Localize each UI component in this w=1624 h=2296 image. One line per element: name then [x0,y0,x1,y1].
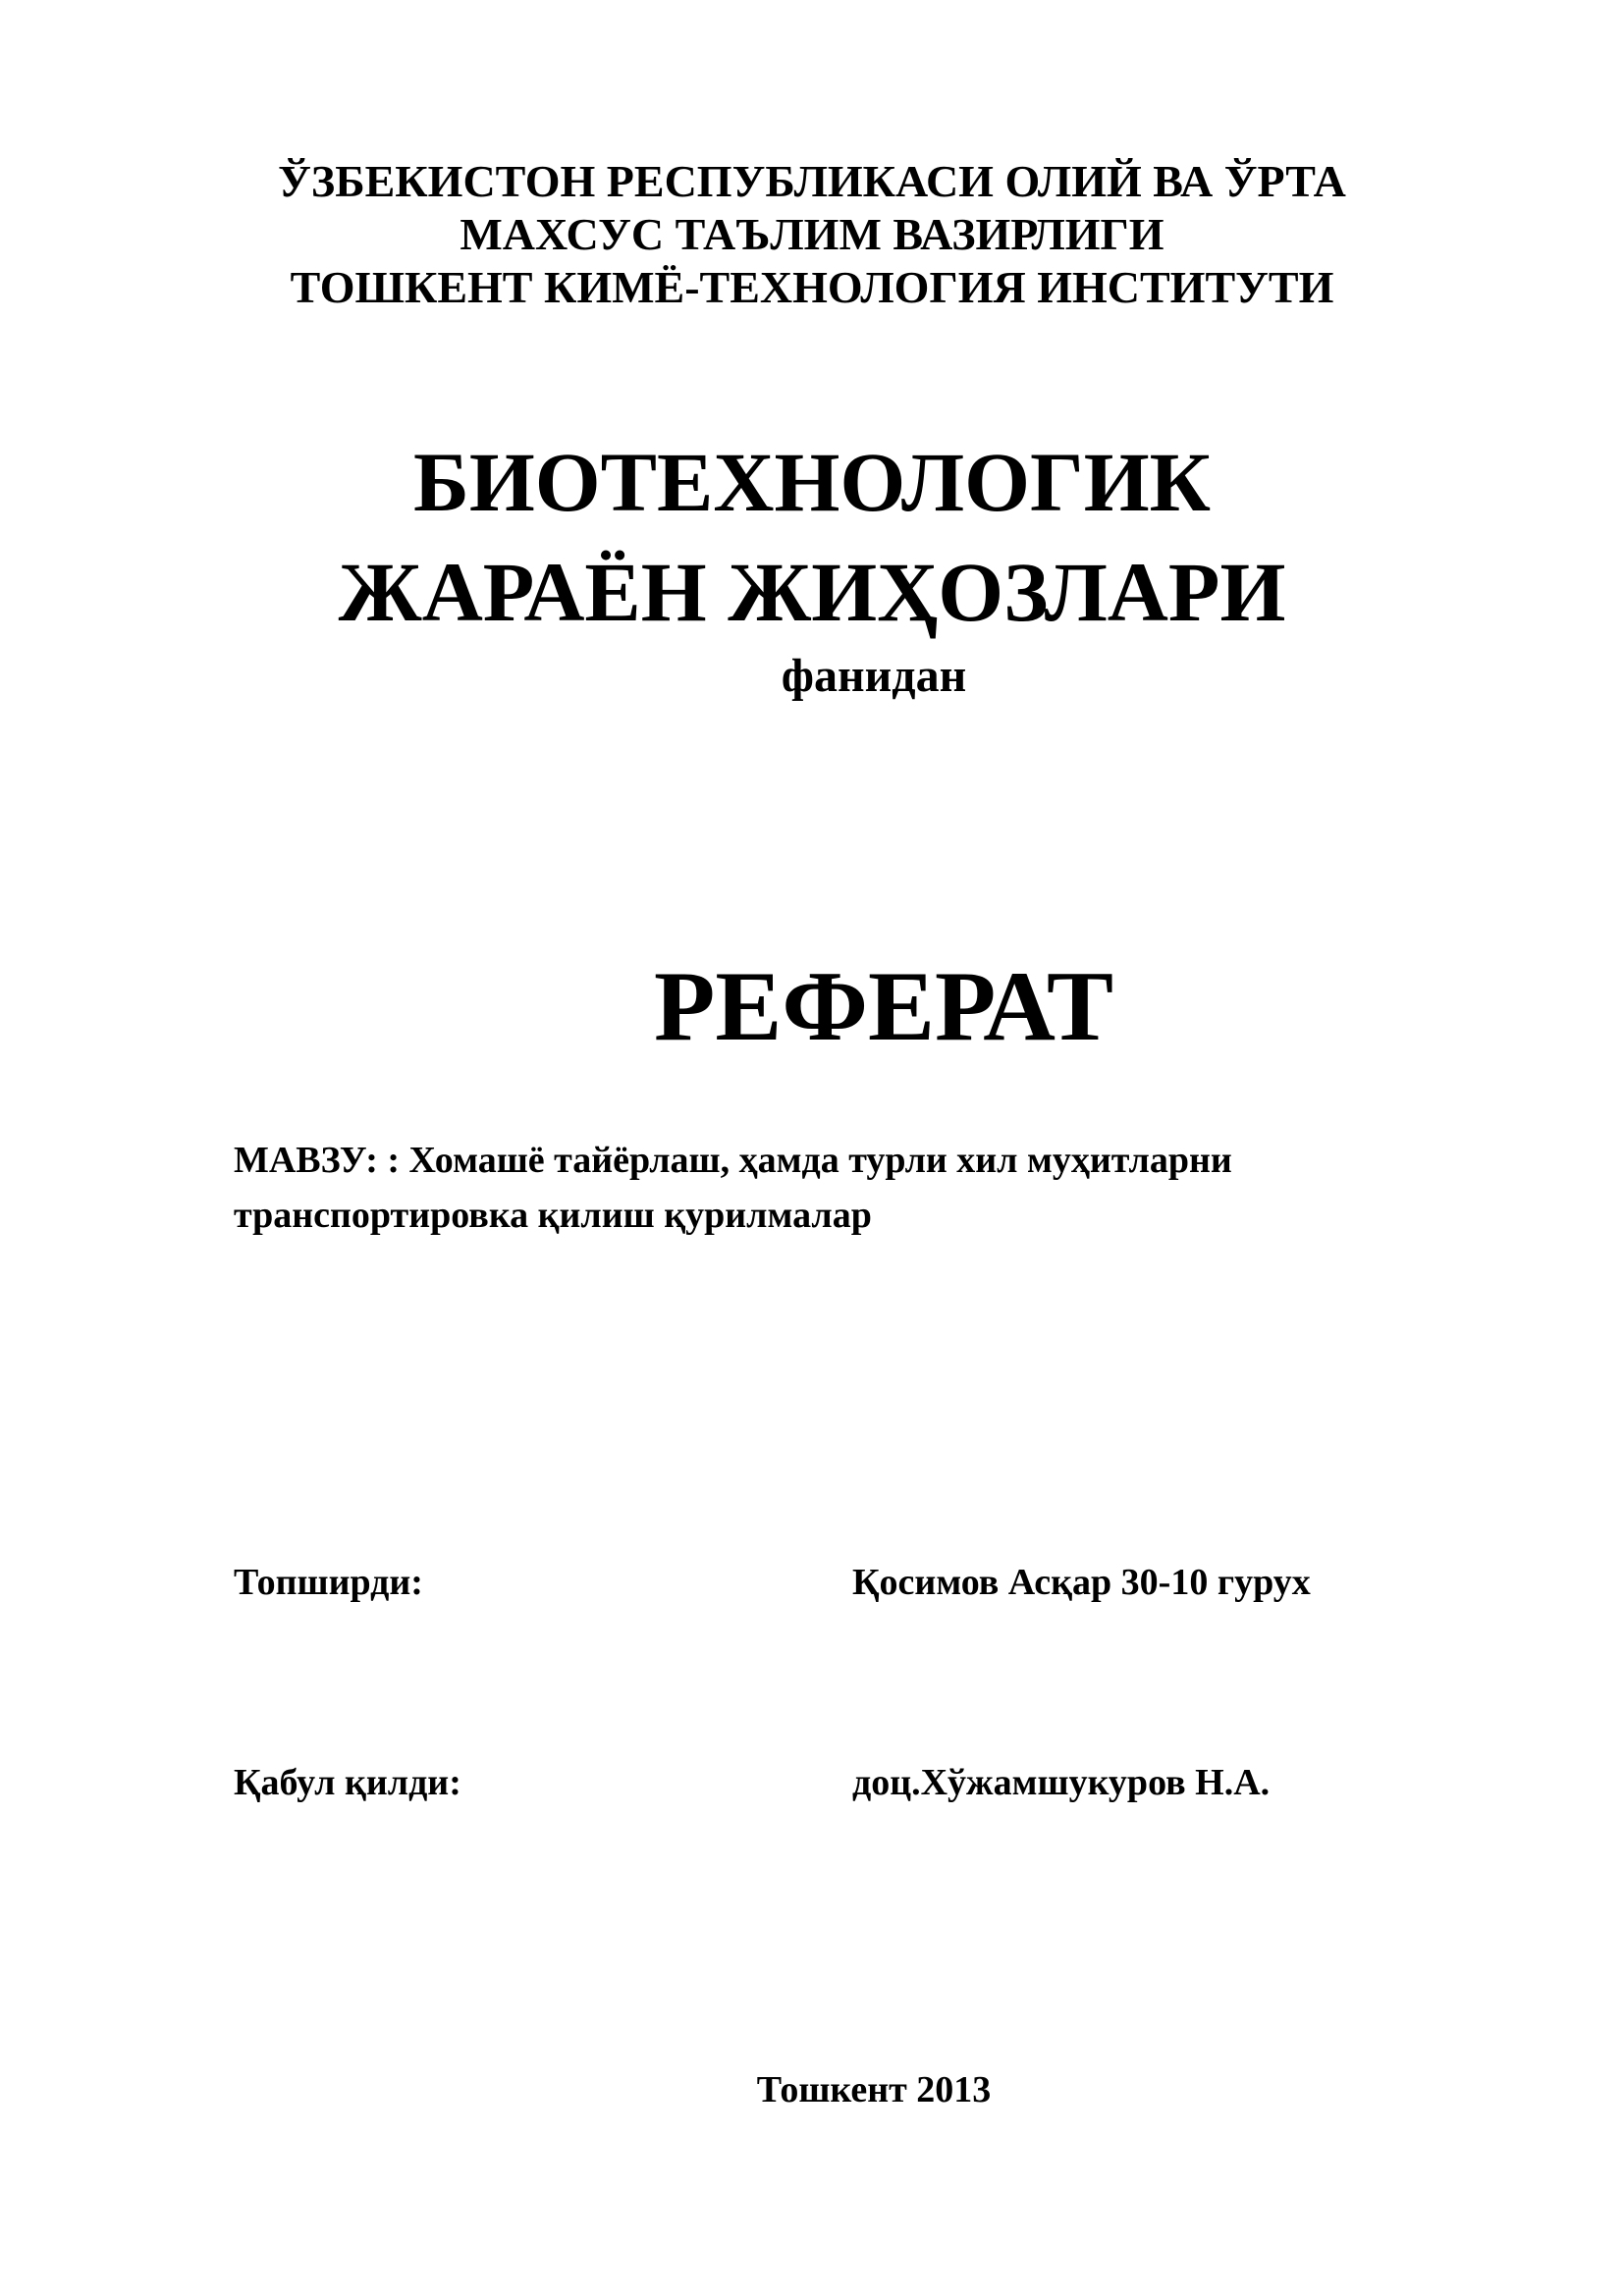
subject-suffix: фанидан [781,650,967,702]
subject-title-line-1: БИОТЕХНОЛОГИК [413,435,1211,529]
accepted-by-label: Қабул қилди: [234,1762,461,1803]
institution-header-line-1: ЎЗБЕКИСТОН РЕСПУБЛИКАСИ ОЛИЙ ВА ЎРТА [278,156,1346,206]
subject-title-line-2: ЖАРАЁН ЖИҲОЗЛАРИ [338,545,1286,639]
city-year: Тошкент 2013 [756,2069,992,2110]
submitted-by-value: Қосимов Асқар 30-10 гурух [852,1562,1311,1603]
topic-line-2: транспортировка қилиш қурилмалар [234,1195,872,1236]
institution-header-line-3: ТОШКЕНТ КИМЁ-ТЕХНОЛОГИЯ ИНСТИТУТИ [290,262,1334,312]
submitted-by-label: Топширди: [234,1562,423,1603]
accepted-by-value: доц.Хўжамшукуров Н.А. [852,1762,1271,1803]
topic-line-1: МАВЗУ: : Хомашё тайёрлаш, ҳамда турли хил муҳитларни [234,1140,1232,1181]
institution-header-line-2: МАХСУС ТАЪЛИМ ВАЗИРЛИГИ [460,209,1164,259]
document-type-title: РЕФЕРАТ [654,951,1113,1062]
